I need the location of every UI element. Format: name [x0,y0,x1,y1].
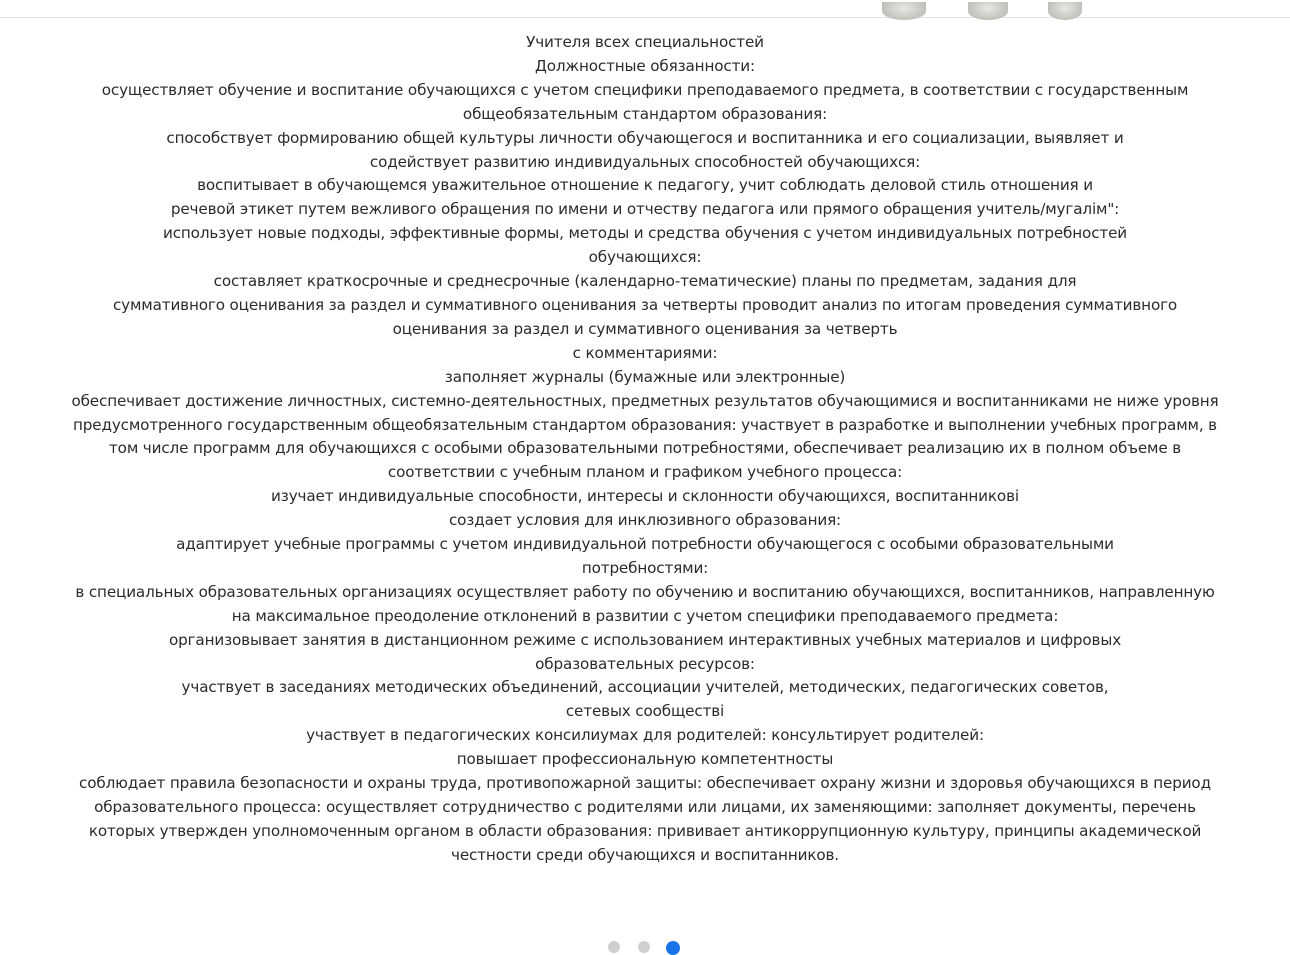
document-title: Учителя всех специальностей [526,33,764,51]
duty-line: участвует в педагогических консилиумах для родителей: консультирует родителей: [306,726,984,745]
pager-dot-active[interactable] [666,941,680,955]
duty-line: воспитывает в обучающемся уважительное отношение к педагогу, учит соблюдать деловой стиль отношения и [197,176,1093,195]
duty-line: оценивания за раздел и суммативного оценивания за четверть [392,319,898,338]
pager-dot-1[interactable] [608,941,620,953]
duty-line: содействует развитию индивидуальных способностей обучающихся: [369,152,921,171]
pager-dot-2[interactable] [638,941,650,953]
duty-line: заполняет журналы (бумажные или электронные) [444,367,846,386]
duty-line: которых утвержден уполномоченным органом в области образования: прививает антикоррупционную культуру, принципы академической [88,821,1202,840]
decorative-bead-3 [1048,2,1082,20]
duty-line: на максимальное преодоление отклонений в развитии с учетом специфики преподаваемого предмета: [231,606,1059,625]
duty-line: организовывает занятия в дистанционном режиме с использованием интерактивных учебных материалов и цифровых [168,630,1122,649]
duty-line: использует новые подходы, эффективные формы, методы и средства обучения с учетом индивидуальных потребностей [162,224,1128,243]
duty-line: образовательного процесса: осуществляет сотрудничество с родителями или лицами, их заменяющими: заполняет документы, перечень [94,798,1196,816]
duty-line: создает условия для инклюзивного образования: [448,511,842,530]
duty-line: соблюдает правила безопасности и охраны труда, противопожарной защиты: обеспечивает охрану жизни и здоровья обучающихся в период [79,774,1211,793]
duty-line: составляет краткосрочные и среднесрочные (календарно-тематические) планы по предметам, задания для [213,272,1077,291]
duty-line: суммативного оценивания за раздел и суммативного оценивания за четверты проводит анализ по итогам проведения суммативного [112,295,1178,314]
duty-line: участвует в заседаниях методических объединений, ассоциации учителей, методических, педагогических советов, [181,678,1109,697]
document-subtitle: Должностные обязанности: [535,56,755,75]
top-divider [0,17,1290,18]
duty-line: в специальных образовательных организациях осуществляет работу по обучению и воспитанию обучающихся, воспитанников, направленную [75,582,1215,601]
duty-line: потребностями: [581,558,709,577]
duty-line: повышает профессиональную компетентносты [456,750,834,769]
duty-line: образовательных ресурсов: [535,654,755,673]
duty-line: общеобязательным стандартом образования: [462,104,828,123]
duty-line: способствует формированию общей культуры личности обучающегося и воспитанника и его социализации, выявляет и [166,128,1124,147]
duty-line: речевой этикет путем вежливого обращения по имени и отчеству педагога или прямого обращения учитель/мугалім": [170,200,1120,219]
duty-line: честности среди обучающихся и воспитанников. [451,845,839,864]
carousel-pager [600,941,700,949]
duty-line: осуществляет обучение и воспитание обучающихся с учетом специфики преподаваемого предмета, в соответствии с государственным [101,80,1189,99]
duty-line: с комментариями: [572,343,718,362]
duty-line: обучающихся: [588,248,702,267]
document-text [0,31,1290,868]
duty-line: сетевых сообществi [565,702,725,721]
duty-line: том числе программ для обучающихся с особыми образовательными потребностями, обеспечивает реализацию их в полном объеме в [108,439,1181,458]
decorative-bead-1 [882,2,926,20]
duty-line: адаптирует учебные программы с учетом индивидуальной потребности обучающегося с особыми образовательными [176,535,1114,554]
duty-line: предусмотренного государственным общеобязательным стандартом образования: участвует в разработке и выполнении учебных программ, в [73,415,1217,434]
duty-line: изучает индивидуальные способности, интересы и склонности обучающихся, воспитанниковi [271,487,1019,506]
decorative-bead-2 [968,2,1008,20]
duty-line: соответствии с учебным планом и графиком учебного процесса: [387,463,903,482]
duty-line: обеспечивает достижение личностных, системно-деятельностных, предметных результатов обучающимися и воспитанниками не ниже уровня [71,391,1219,410]
